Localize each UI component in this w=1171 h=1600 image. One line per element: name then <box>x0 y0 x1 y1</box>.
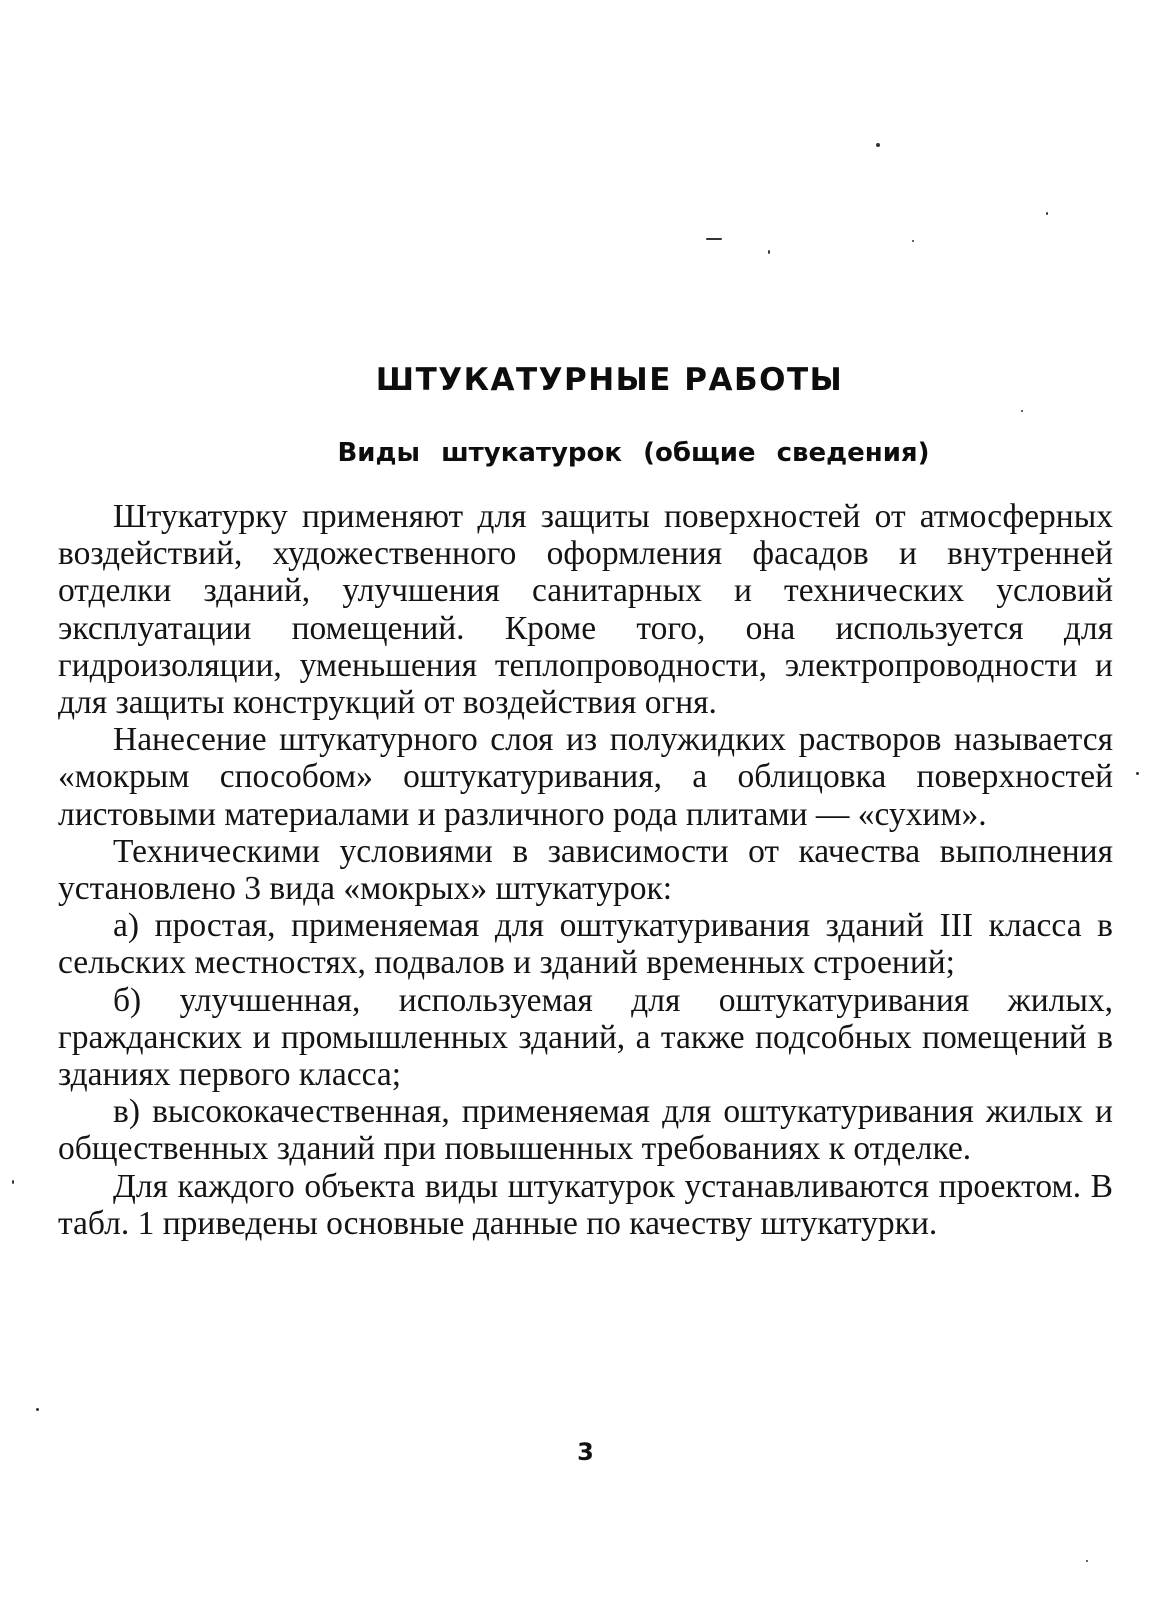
scan-speck <box>768 250 770 254</box>
paragraph-project: Для каждого объекта виды штукатурок устанавливаются проектом. В табл. 1 приведены основные данные по качеству штукатурки. <box>58 1167 1113 1242</box>
scan-speck <box>12 1180 14 1184</box>
list-item-simple: а) простая, применяемая для оштукатуривания зданий III класса в сельских местностях, подвалов и зданий временных строений; <box>58 907 1113 982</box>
scan-speck <box>912 240 914 242</box>
page-number: 3 <box>577 1438 594 1466</box>
paragraph-methods: Нанесение штукатурного слоя из полужидких растворов называется «мокрым способом» оштукатуривания, а облицовка поверхностей листовыми материалами и различного рода плитами — «сухим». <box>58 721 1113 833</box>
body-text <box>58 498 1113 1242</box>
scan-speck <box>1021 410 1023 412</box>
scan-speck <box>1046 212 1048 215</box>
paragraph-intro: Штукатурку применяют для защиты поверхностей от атмосферных воздействий, художественного оформления фасадов и внутренней отделки зданий, улучшения санитарных и технических условий эксплуатации помещений. Кроме того, она используется для гидроизоляции, уменьшения теплопроводности, электропроводности и для защиты конструкций от воздействия огня. <box>58 498 1113 722</box>
list-item-high-quality: в) высококачественная, применяемая для оштукатуривания жилых и общественных зданий при повышенных требованиях к отделке. <box>58 1093 1113 1168</box>
scan-speck <box>36 1408 39 1411</box>
section-subtitle: Виды штукатурок (общие сведения) <box>337 438 930 468</box>
list-item-improved: б) улучшенная, используемая для оштукатуривания жилых, гражданских и промышленных зданий, а также подсобных помещений в зданиях первого класса; <box>58 981 1113 1094</box>
paragraph-types: Техническими условиями в зависимости от качества выполнения установлено 3 вида «мокрых» штукатурок: <box>58 832 1113 908</box>
page-title: ШТУКАТУРНЫЕ РАБОТЫ <box>375 362 844 398</box>
scan-speck <box>876 143 880 147</box>
scan-speck <box>706 238 722 240</box>
scan-speck <box>1136 772 1139 775</box>
scan-speck <box>1086 1560 1088 1562</box>
